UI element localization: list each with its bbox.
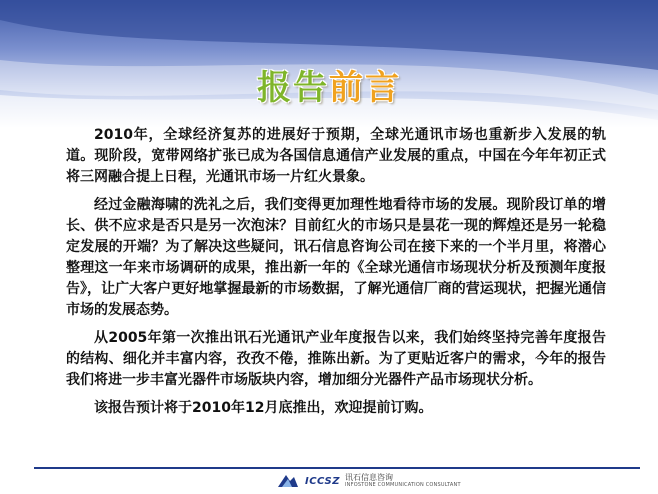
logo-sub bbox=[345, 474, 461, 488]
footer-logo bbox=[276, 472, 461, 490]
page-title bbox=[257, 60, 401, 109]
logo-en: INFOSTONE COMMUNICATION CONSULTANT bbox=[345, 482, 461, 488]
paragraph-2: 经过金融海啸的洗礼之后，我们变得更加理性地看待市场的发展。现阶段订单的增长、供不应求是否只是另一次泡沫？目前红火的市场只是昙花一现的辉煌还是另一轮稳定发展的开端？为了解决这些疑问，讯石信息咨询公司在接下来的一个半月里，将潜心整理这一年来市场调研的成果，推出新一年的《全球光通信市场现状分析及预测年度报告》，让广大客户更好地掌握最新的市场数据，了解光通信厂商的营运现状，把握光通信市场的发展态势。 bbox=[66, 197, 606, 318]
footer-divider bbox=[34, 467, 640, 469]
paragraph-4: 该报告预计将于2010年12月底推出，欢迎提前订购。 bbox=[94, 400, 433, 416]
iccsz-logo-icon bbox=[276, 473, 300, 489]
title-part-2: 前言 bbox=[329, 68, 401, 108]
title-part-1: 报告 bbox=[257, 68, 329, 108]
paragraph-3: 从2005年第一次推出讯石光通讯产业年度报告以来，我们始终坚持完善年度报告的结构、细化并丰富内容，孜孜不倦，推陈出新。为了更贴近客户的需求，今年的报告我们将进一步丰富光器件市场版块内容，增加细分光器件产品市场现状分析。 bbox=[66, 330, 606, 388]
title-area bbox=[0, 60, 658, 109]
logo-cn: 讯石信息咨询 bbox=[345, 473, 393, 482]
logo-text: ICCSZ bbox=[305, 475, 340, 487]
preface-body bbox=[66, 125, 606, 426]
paragraph-1: 2010年，全球经济复苏的进展好于预期，全球光通讯市场也重新步入发展的轨道。现阶段，宽带网络扩张已成为各国信息通信产业发展的重点，中国在今年年初正式将三网融合提上日程，光通讯市场一片红火景象。 bbox=[66, 127, 606, 185]
